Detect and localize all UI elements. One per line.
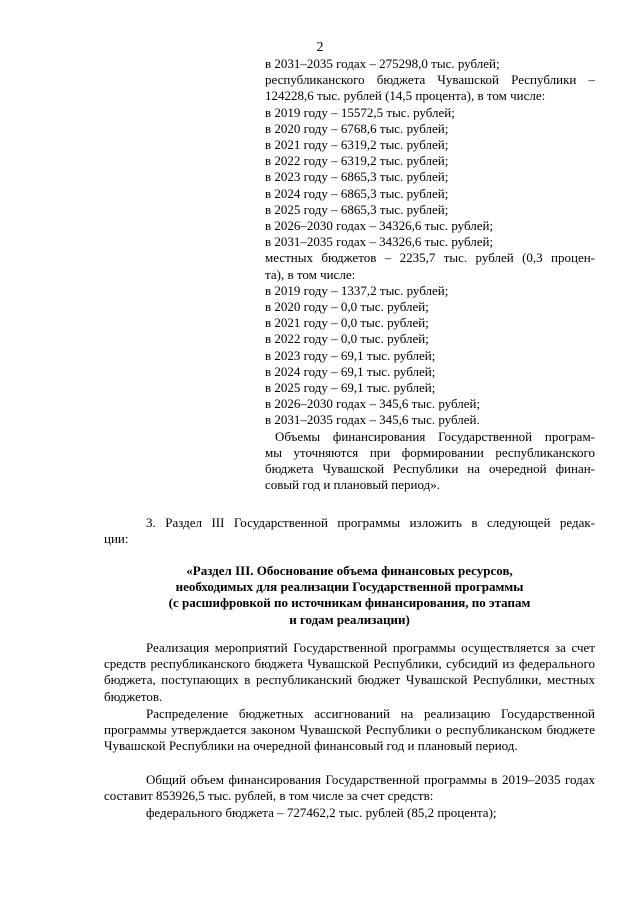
body-paragraph: федерального бюджета – 727462,2 тыс. рублей (85,2 процента); (146, 805, 497, 820)
heading-line: и годам реализации) (289, 611, 410, 627)
column-line: в 2031–2035 годах – 34326,6 тыс. рублей; (265, 234, 494, 250)
column-line: в 2019 году – 15572,5 тыс. рублей; (265, 104, 455, 120)
heading-line: (с расшифровкой по источникам финансирования, по этапам (168, 595, 531, 611)
column-line: в 2024 году – 6865,3 тыс. рублей; (265, 185, 449, 201)
heading-line: «Раздел III. Обоснование объема финансовых ресурсов, (186, 563, 513, 578)
financing-column (265, 56, 595, 493)
column-line: в 2022 году – 0,0 тыс. рублей; (265, 331, 429, 347)
page-number: 2 (316, 40, 324, 55)
body-paragraph: Общий объем финансирования Государственной программы в 2019–2035 годах составит 853926,5 тыс. рублей, в том числе за счет средств: (104, 772, 595, 804)
column-line: в 2024 году – 69,1 тыс. рублей; (265, 363, 436, 379)
column-line: в 2025 году – 69,1 тыс. рублей; (265, 380, 436, 396)
column-line: та), в том числе: (265, 266, 356, 282)
column-note-line: Объемы финансирования Государственной програм- (275, 428, 595, 444)
column-note-line: совый год и плановый период». (265, 477, 440, 493)
column-line: в 2020 году – 6768,6 тыс. рублей; (265, 120, 449, 136)
heading-line: необходимых для реализации Государственной программы (175, 579, 524, 595)
column-note-line: бюджета Чувашской Республики на очередной финан- (265, 461, 595, 477)
column-line: в 2020 году – 0,0 тыс. рублей; (265, 299, 429, 315)
amendment-line: 3. Раздел III Государственной программы изложить в следующей редак- (146, 515, 595, 530)
column-line: в 2031–2035 годах – 345,6 тыс. рублей. (265, 412, 480, 428)
column-line: в 2023 году – 6865,3 тыс. рублей; (265, 169, 449, 185)
column-line: в 2023 году – 69,1 тыс. рублей; (265, 347, 436, 363)
amendment-line: ции: (104, 531, 129, 547)
column-line: в 2019 году – 1337,2 тыс. рублей; (265, 282, 449, 298)
column-line: в 2021 году – 0,0 тыс. рублей; (265, 315, 429, 331)
column-line: в 2022 году – 6319,2 тыс. рублей; (265, 153, 449, 169)
amendment-item-3 (104, 515, 595, 547)
column-line: в 2026–2030 годах – 34326,6 тыс. рублей; (265, 218, 494, 234)
column-line: местных бюджетов – 2235,7 тыс. рублей (0,3 процен- (265, 250, 595, 266)
column-line: в 2026–2030 годах – 345,6 тыс. рублей; (265, 396, 481, 412)
column-line: в 2021 году – 6319,2 тыс. рублей; (265, 137, 449, 153)
column-line: 124228,6 тыс. рублей (14,5 процента), в том числе: (265, 88, 546, 104)
column-note-line: мы уточняются при формировании республиканского (265, 444, 595, 460)
section-heading (104, 563, 595, 628)
column-line: республиканского бюджета Чувашской Республики – (265, 72, 595, 88)
column-line: в 2025 году – 6865,3 тыс. рублей; (265, 201, 449, 217)
body-paragraph: Распределение бюджетных ассигнований на реализацию Государственной программы утверждается законом Чувашской Республики о республиканском бюджете Чувашской Республики на очередной финансовый год и плановый период. (104, 706, 595, 754)
column-line: в 2031–2035 годах – 275298,0 тыс. рублей; (265, 56, 500, 71)
body-paragraph: Реализация мероприятий Государственной программы осуществляется за счет средств республиканского бюджета Чувашской Республики, субсидий из федерального бюджета, поступающих в республиканский бюджет Чувашской Республики, местных бюджетов. (104, 640, 595, 704)
